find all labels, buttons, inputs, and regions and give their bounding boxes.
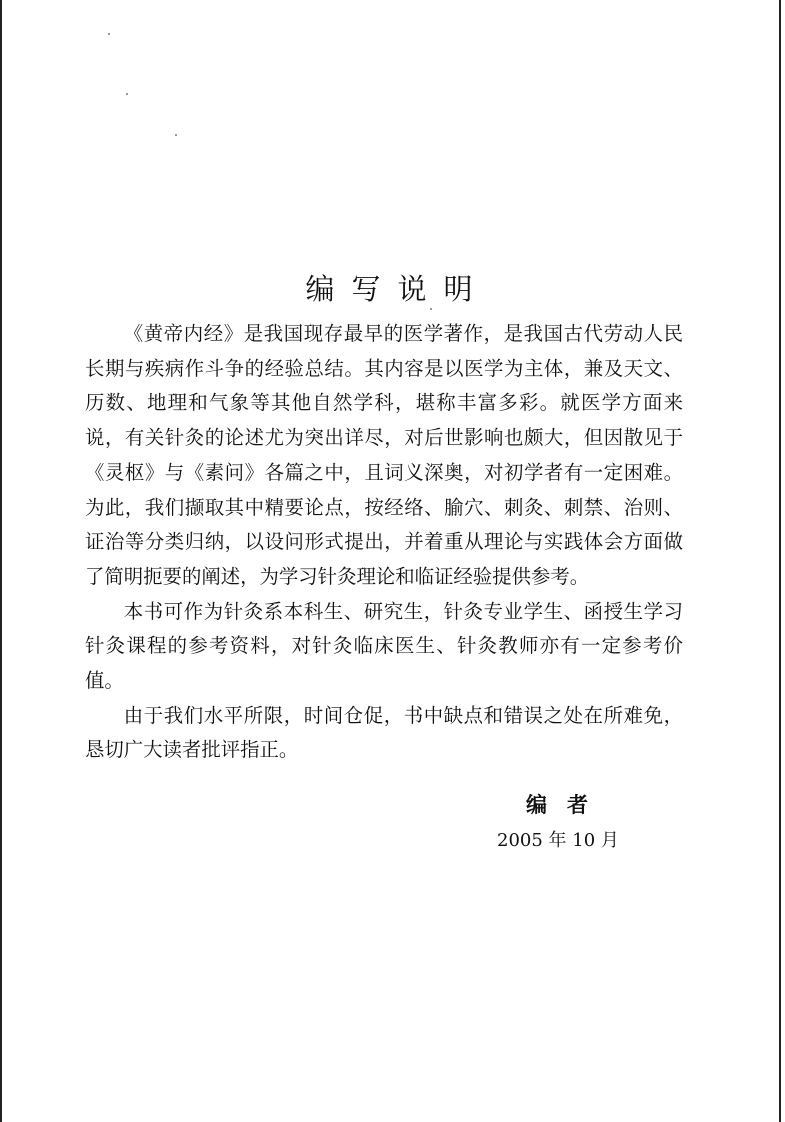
paragraph: 本书可作为针灸系本科生、研究生，针灸专业学生、函授生学习针灸课程的参考资料，对针灸临床医生、针灸教师亦有一定参考价值。 — [85, 599, 683, 693]
scan-speck — [108, 33, 110, 35]
preface-body — [85, 317, 683, 768]
paragraph: 《黄帝内经》是我国现存最早的医学著作，是我国古代劳动人民长期与疾病作斗争的经验总结。其内容是以医学为主体，兼及天文、历数、地理和气象等其他自然学科，堪称丰富多彩。就医学方面来说，有关针灸的论述尤为突出详尽，对后世影响也颇大，但因散见于《灵枢》与《素问》各篇之中，且词义深奥，对初学者有一定困难。为此，我们撷取其中精要论点，按经络、腧穴、刺灸、刺禁、治则、证治等分类归纳，以设问形式提出，并着重从理论与实践体会方面做了简明扼要的阐述，为学习针灸理论和临证经验提供参考。 — [85, 322, 683, 588]
page-right-edge — [779, 0, 781, 1122]
date-line: 2005 年 10 月 — [497, 830, 619, 851]
scan-speck — [126, 93, 128, 95]
scan-speck — [175, 134, 177, 136]
page-left-edge — [0, 0, 2, 1122]
page-title: 编写说明 — [305, 272, 490, 307]
author-signature: 编者 — [526, 793, 608, 817]
paragraph: 由于我们水平所限，时间仓促，书中缺点和错误之处在所难免，恳切广大读者批评指正。 — [85, 703, 683, 762]
